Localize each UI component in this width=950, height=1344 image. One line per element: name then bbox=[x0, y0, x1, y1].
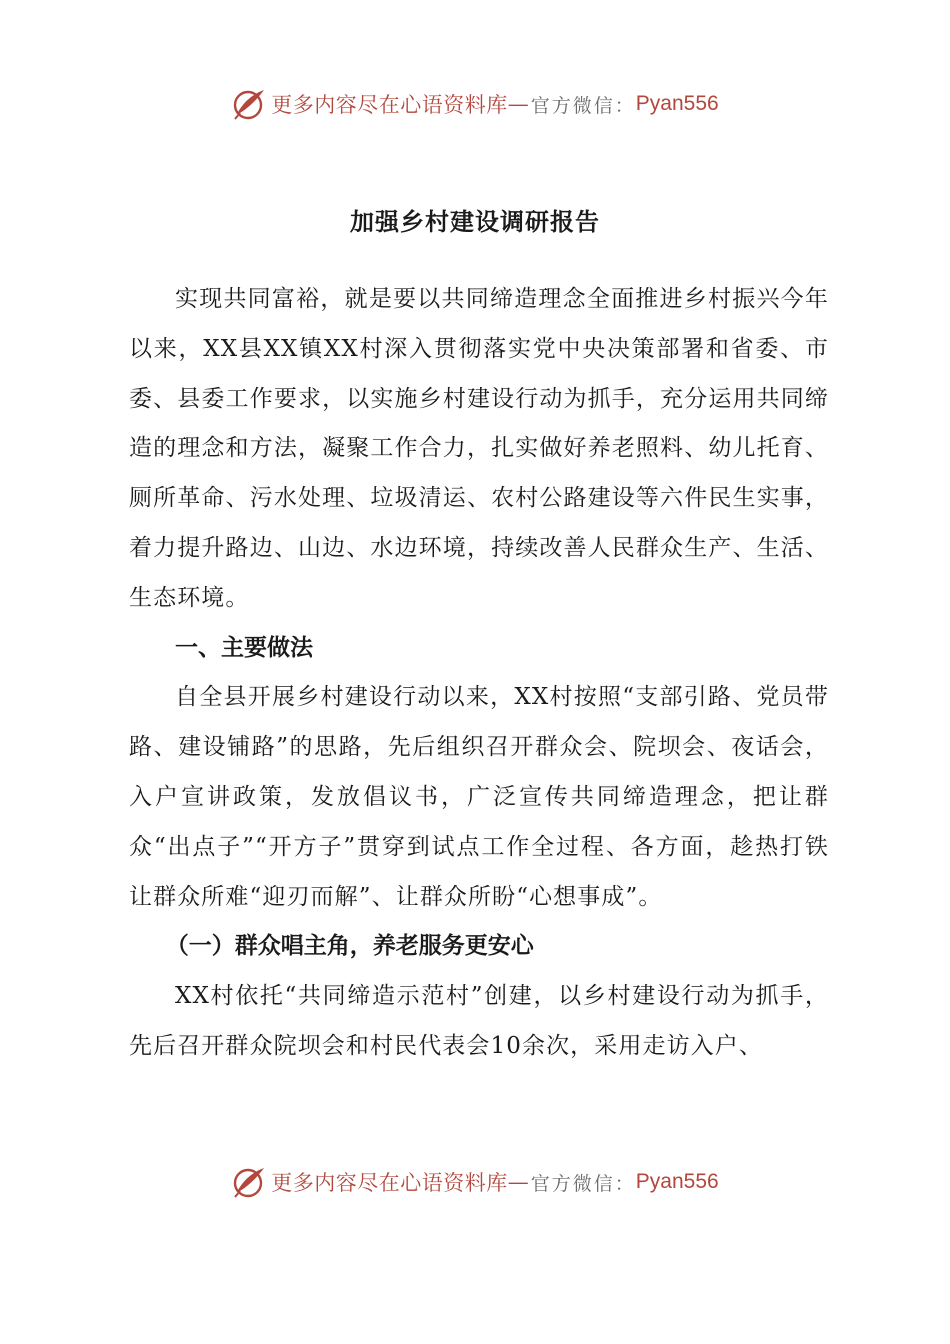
watermark-wechat-label: 官方微信： bbox=[530, 1172, 636, 1195]
watermark-brand: 更多内容尽在心语资料库 bbox=[271, 93, 508, 117]
watermark-wechat-id: Pyan556 bbox=[635, 92, 719, 115]
document-title: 加强乡村建设调研报告 bbox=[350, 208, 600, 236]
subsection-paragraph: XX村依托“共同缔造示范村”创建，以乡村建设行动为抓手，先后召开群众院坝会和村民代表会10余次，采用走访入户、 bbox=[129, 983, 829, 1059]
section-heading: 一、主要做法 bbox=[175, 634, 313, 661]
subsection-heading: （一）群众唱主角，养老服务更安心 bbox=[165, 933, 534, 960]
watermark-wechat-id: Pyan556 bbox=[635, 1170, 719, 1193]
watermark-banner-bottom bbox=[0, 1162, 950, 1202]
watermark-wechat-label: 官方微信： bbox=[530, 94, 636, 117]
watermark-banner-top bbox=[0, 84, 950, 124]
feather-pen-logo-icon bbox=[231, 86, 267, 122]
document-body bbox=[129, 275, 829, 1072]
watermark-separator: — bbox=[507, 1170, 529, 1194]
feather-pen-logo-icon bbox=[231, 1164, 267, 1200]
intro-paragraph: 实现共同富裕，就是要以共同缔造理念全面推进乡村振兴今年以来，XX县XX镇XX村深入贯彻落实党中央决策部署和省委、市委、县委工作要求，以实施乡村建设行动为抓手，充分运用共同缔造的理念和方法，凝聚工作合力，扎实做好养老照料、幼儿托育、厕所革命、污水处理、垃圾清运、农村公路建设等六件民生实事，着力提升路边、山边、水边环境，持续改善人民群众生产、生活、生态环境。 bbox=[129, 286, 829, 611]
watermark-brand: 更多内容尽在心语资料库 bbox=[271, 1171, 508, 1195]
watermark-separator: — bbox=[507, 92, 529, 116]
section-paragraph: 自全县开展乡村建设行动以来，XX村按照“支部引路、党员带路、建设铺路”的思路，先后组织召开群众会、院坝会、夜话会，入户宣讲政策，发放倡议书，广泛宣传共同缔造理念，把让群众“出点子”“开方子”贯穿到试点工作全过程、各方面，趁热打铁让群众所难“迎刃而解”、让群众所盼“心想事成”。 bbox=[129, 684, 829, 910]
